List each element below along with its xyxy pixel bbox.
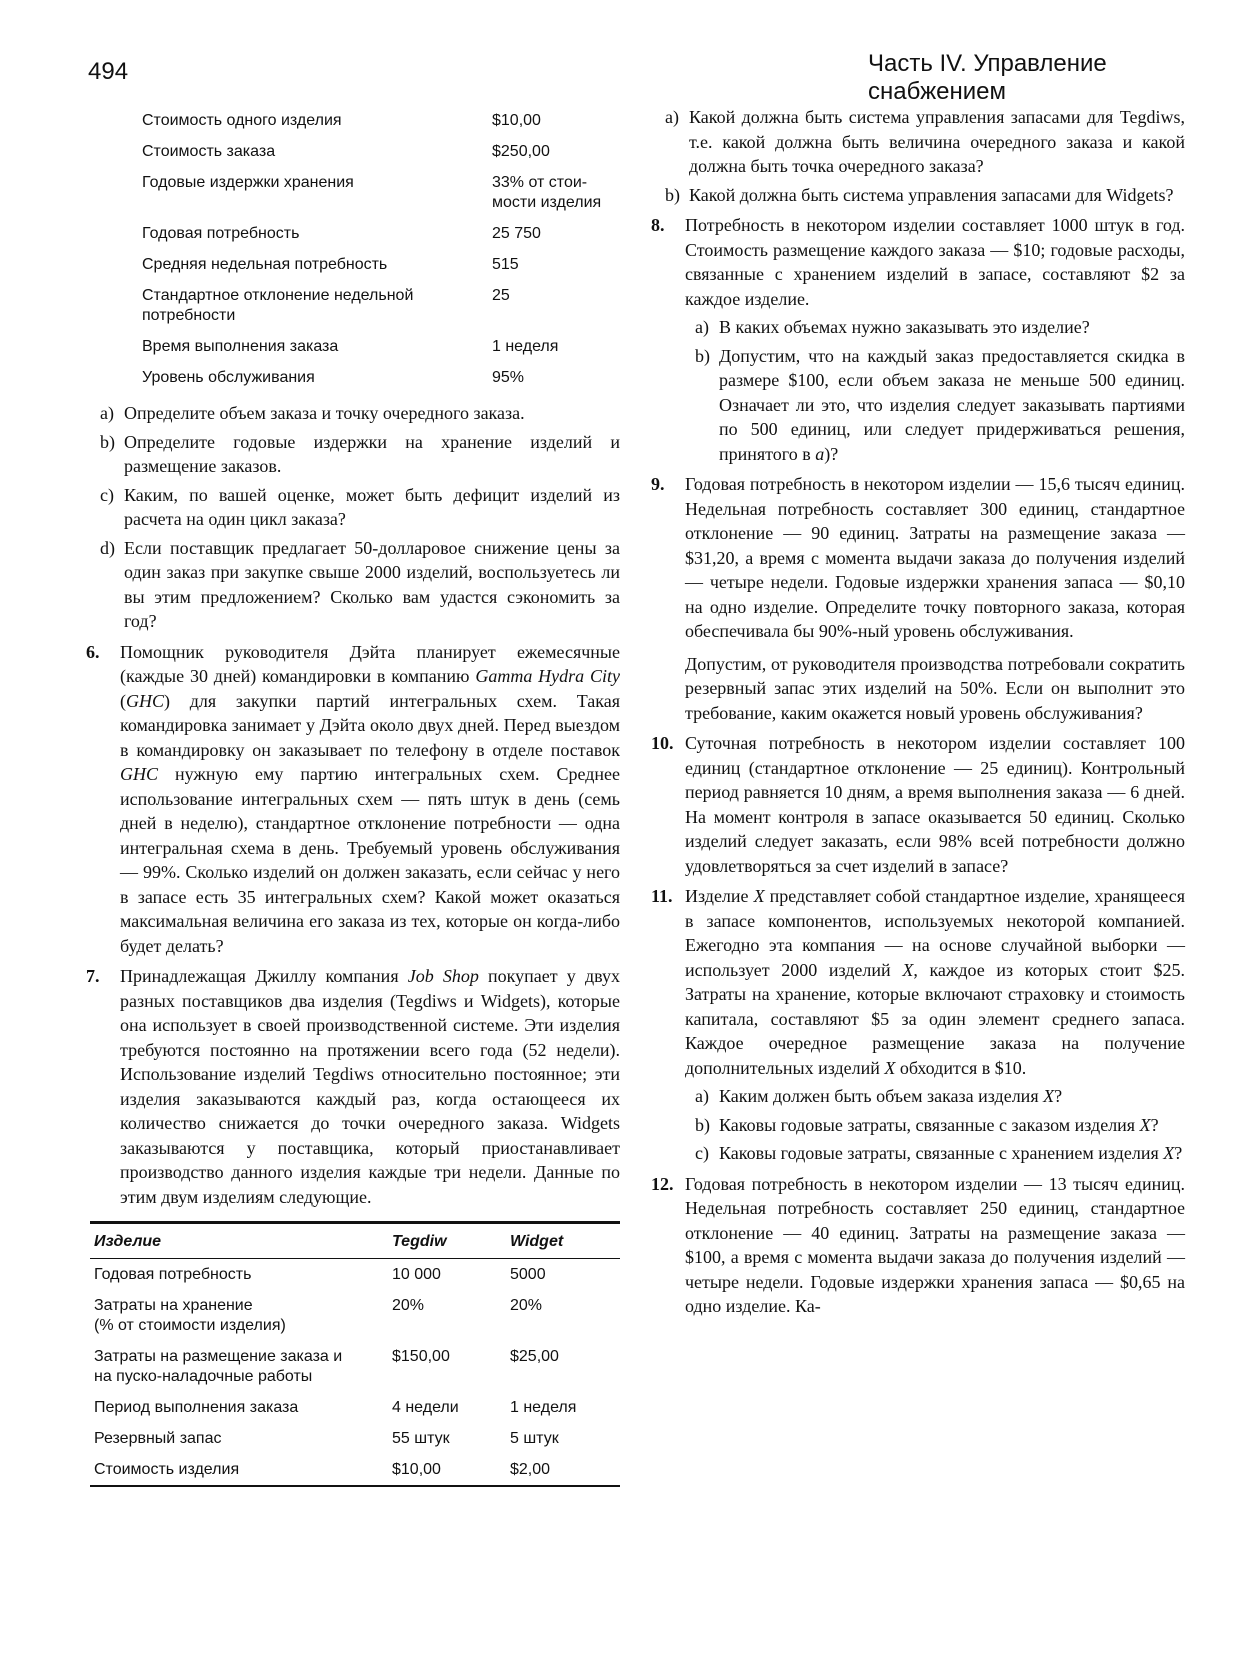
table-header-row xyxy=(90,1223,620,1259)
param-label: Годовые издержки хранения xyxy=(142,174,354,191)
param-label: Стоимость заказа xyxy=(142,143,276,160)
text: обходится в $10. xyxy=(895,1057,1027,1078)
page-number: 494 xyxy=(88,58,129,85)
subitem xyxy=(685,1084,1185,1109)
subitem-text: Какой должна быть система управления запасами для Widgets? xyxy=(689,184,1174,205)
text: X xyxy=(902,959,914,980)
problem-8 xyxy=(651,213,1185,466)
subitem xyxy=(90,430,620,479)
problem-7 xyxy=(86,964,620,1209)
subitem-label: a) xyxy=(665,107,679,127)
cell: Период выполнения заказа xyxy=(94,1399,299,1416)
param-label: Время выполнения заказа xyxy=(142,338,339,355)
problem-9 xyxy=(651,472,1185,725)
subitem-label: b) xyxy=(695,345,710,366)
text: представляет собой стандартное изделие, хранящееся в запасе компонентов, используемых некоторой компанией. Ежегодно эта компания — на основе случайной выборки — использует 2000 изделий xyxy=(685,886,1185,980)
text: Помощник руководителя Дэйта планирует ежемесячные (каждые 30 дней) командировки в компанию xyxy=(120,641,620,686)
text: ? xyxy=(1174,1143,1183,1163)
subitem-text: Если поставщик предлагает 50-долларовое снижение цены за один заказ при закупке свыше 2000 изделий, воспользуетесь ли вы этим предложением? Сколько вам удастся сэкономить за год? xyxy=(124,537,620,631)
subitem-text: Какой должна быть система управления запасами для Tegdiws, т.е. какой должна быть величина очередного заказа и какой должна быть точка очередного заказа? xyxy=(689,107,1185,176)
problem-number: 6. xyxy=(86,641,100,662)
cell: 10 000 xyxy=(392,1266,441,1283)
param-value: 95% xyxy=(492,369,525,386)
cell: $2,00 xyxy=(506,1454,620,1486)
cell: Затраты на хранение (% от стоимости изделия) xyxy=(94,1297,286,1334)
subitem-label: d) xyxy=(100,537,115,558)
subitem-label: c) xyxy=(100,484,114,505)
param-value: 25 750 xyxy=(492,225,541,242)
subitem xyxy=(655,183,1185,208)
subitem-text: Определите объем заказа и точку очередного заказа. xyxy=(124,403,525,423)
running-head: Часть IV. Управление снабжением xyxy=(868,50,1107,105)
problem-5-subitems xyxy=(90,401,620,634)
text: ? xyxy=(1150,1114,1159,1135)
text: ? xyxy=(1054,1086,1063,1106)
subitem-label: b) xyxy=(695,1114,710,1135)
text: X xyxy=(884,1057,896,1078)
text: )? xyxy=(824,443,839,464)
text: , каждое из которых стоит $25. Затраты на хранение, которые включают страховку и стоимость капитала, составляют $5 за один элемент среднего запаса. Каждое очередное размещение заказа на получение дополнительных изделий xyxy=(685,959,1185,1078)
text: GHC xyxy=(126,690,165,711)
cell: 20% xyxy=(392,1297,425,1314)
cell: Стоимость изделия xyxy=(90,1454,388,1486)
subitem-text: Каким, по вашей оценке, может быть дефицит изделий из расчета на один цикл заказа? xyxy=(124,484,620,529)
text: ) для закупки партий интегральных схем. Такая командировка занимает у Дэйта около двух дней. Перед выездом в командировку он заказывает по телефону в отделе поставок xyxy=(120,690,620,760)
subitem xyxy=(90,401,620,426)
left-column xyxy=(86,105,620,1487)
cell: 20% xyxy=(510,1297,543,1314)
cell: 55 штук xyxy=(392,1430,450,1447)
text: Принадлежащая Джиллу компания xyxy=(120,966,408,986)
subitem-label: b) xyxy=(665,184,680,205)
problem-text: Годовая потребность в некотором изделии — 13 тысяч единиц. Недельная потребность составляет 250 единиц, стандартное отклонение — 40 единиц. Затраты на размещение заказа — $100, а время с момента выдачи заказа до получения изделий — четыре недели. Годовые издержки хранения запаса — $0,65 на одно изделие. Ка- xyxy=(685,1173,1185,1316)
subitem-text: Допустим, что на каждый заказ предоставляется скидка в размере $100, если объем заказа не меньше 500 единиц. Означает ли это, что изделия следует заказывать партиями по 500 единиц, или следует придерживаться решения, принятого в xyxy=(719,345,1185,464)
param-value: 1 неделя xyxy=(492,338,559,355)
text: Каковы годовые затраты, связанные с заказом изделия xyxy=(719,1114,1140,1135)
text: X xyxy=(1043,1086,1055,1106)
subitem xyxy=(655,105,1185,179)
subitem xyxy=(685,344,1185,467)
problem-number: 9. xyxy=(651,474,665,494)
problem-text: Допустим, от руководителя производства потребовали сократить резервный запас этих изделий на 50%. Если он выполнит это требование, каким окажется новый уровень обслуживания? xyxy=(685,653,1185,723)
text: Каким должен быть объем заказа изделия xyxy=(719,1086,1044,1106)
param-label: Средняя недельная потребность xyxy=(142,256,388,273)
text: X xyxy=(753,886,765,906)
problem-number: 8. xyxy=(651,215,665,235)
subitem-text: Определите годовые издержки на хранение изделий и размещение заказов. xyxy=(124,431,620,476)
text: Каковы годовые затраты, связанные с хранением изделия xyxy=(719,1143,1164,1163)
right-column xyxy=(651,105,1185,1323)
text: X xyxy=(1163,1143,1175,1163)
param-value: $10,00 xyxy=(492,112,541,129)
table-row xyxy=(90,1259,620,1291)
table-row xyxy=(90,1423,620,1454)
items-table xyxy=(90,1221,620,1487)
subitem-text: В каких объемах нужно заказывать это изделие? xyxy=(719,317,1090,337)
subitem-label: c) xyxy=(695,1143,709,1163)
cell: Годовая потребность xyxy=(94,1266,252,1283)
column-header: Tegdiw xyxy=(388,1223,506,1259)
problem-text: Годовая потребность в некотором изделии — 15,6 тысяч единиц. Недельная потребность составляет 300 единиц, стандартное отклонение — 90 единиц. Затраты на размещение заказа — $31,20, а время с момента выдачи заказа до получения изделий — четыре недели. Годовые издержки хранения запаса — $0,10 на одно изделие. Определите точку повторного заказа, которая обеспечивала бы 90%-ный уровень обслуживания. xyxy=(685,474,1185,641)
text: Изделие xyxy=(685,886,754,906)
subitem xyxy=(90,483,620,532)
problem-number: 11. xyxy=(651,886,673,906)
cell: 4 недели xyxy=(392,1399,459,1416)
problem-11 xyxy=(651,884,1185,1166)
param-label: Уровень обслуживания xyxy=(142,369,315,386)
param-value: 515 xyxy=(492,256,519,273)
param-value: $250,00 xyxy=(492,143,550,160)
table-row xyxy=(90,1290,620,1341)
problem-number: 7. xyxy=(86,966,100,986)
text: a xyxy=(815,443,825,464)
cell: Затраты на размещение заказа и на пуско-наладочные работы xyxy=(94,1348,343,1385)
param-label: Стоимость одного изделия xyxy=(142,112,342,129)
table-row xyxy=(90,1454,620,1486)
param-value: 33% от стои- мости изделия xyxy=(492,174,602,211)
cell: $25,00 xyxy=(510,1348,559,1365)
text: X xyxy=(1139,1114,1151,1135)
text: нужную ему партию интегральных схем. Среднее использование интегральных схем — пять штук в день (семь дней в неделю), стандартное отклонение потребности — одна интегральная схема в день. Требуемый уровень обслуживания — 99%. Сколько изделий он должен заказать, если сейчас у него в запасе есть 35 интегральных схем? Какой может оказаться максимальная величина его заказа из тех, которые он когда-либо будет делать? xyxy=(120,764,620,956)
column-header: Widget xyxy=(506,1223,620,1259)
param-label: Годовая потребность xyxy=(142,225,300,242)
subitem-label: a) xyxy=(695,1086,709,1106)
subitem xyxy=(90,536,620,634)
cell: $10,00 xyxy=(388,1454,506,1486)
problem-7-subitems xyxy=(655,105,1185,207)
text: покупает у двух разных поставщиков два изделия (Tegdiws и Widgets), которые она использует в своей производственной системе. Эти изделия требуются постоянно на протяжении всего года (52 недели). Использование изделий Tegdiws относительно постоянное; эти изделия заказываются каждый раз, когда остающееся их количество снижается до точки очередного заказа. Widgets заказываются у поставщика, который приостанавливает производство данного изделия каждые три недели. Данные по этим двум изделиям следующие. xyxy=(120,966,620,1207)
subitem-label: b) xyxy=(100,431,115,452)
cell: 5 штук xyxy=(510,1430,559,1447)
table-row xyxy=(90,1392,620,1423)
problem-number: 10. xyxy=(651,733,674,753)
problem-12 xyxy=(651,1172,1185,1319)
problem-6 xyxy=(86,640,620,959)
cell: $150,00 xyxy=(392,1348,450,1365)
param-value: 25 xyxy=(492,287,510,304)
subitem-label: a) xyxy=(100,403,114,423)
cell: 5000 xyxy=(510,1266,546,1283)
parameters-list xyxy=(142,105,620,393)
text: GHC xyxy=(120,764,159,784)
problem-number: 12. xyxy=(651,1173,674,1194)
text: Job Shop xyxy=(407,966,479,986)
subitem xyxy=(685,1141,1185,1166)
text: ( xyxy=(120,690,126,711)
column-header: Изделие xyxy=(90,1223,388,1259)
subitem xyxy=(685,315,1185,340)
cell: 1 неделя xyxy=(510,1399,577,1416)
subitem xyxy=(685,1113,1185,1138)
problem-10 xyxy=(651,731,1185,878)
cell: Резервный запас xyxy=(94,1430,222,1447)
table-row xyxy=(90,1341,620,1392)
param-label: Стандартное отклонение недельной потребности xyxy=(142,287,414,324)
problem-text: Суточная потребность в некотором изделии составляет 100 единиц (стандартное отклонение — 25 единиц). Контрольный период равняется 10 дням, а время выполнения заказа — 6 дней. На момент контроля в запасе оказывается 50 единиц. Сколько изделий следует заказать, если 98% всей потребности должно удовлетворяться за счет изделий в запасе? xyxy=(685,733,1185,876)
problem-text: Потребность в некотором изделии составляет 1000 штук в год. Стоимость размещение каждого заказа — $10; годовые расходы, связанные с хранением изделий в запасе, составляют $2 за каждое изделие. xyxy=(685,215,1185,309)
subitem-label: a) xyxy=(695,317,709,337)
text: Gamma Hydra City xyxy=(475,666,620,686)
